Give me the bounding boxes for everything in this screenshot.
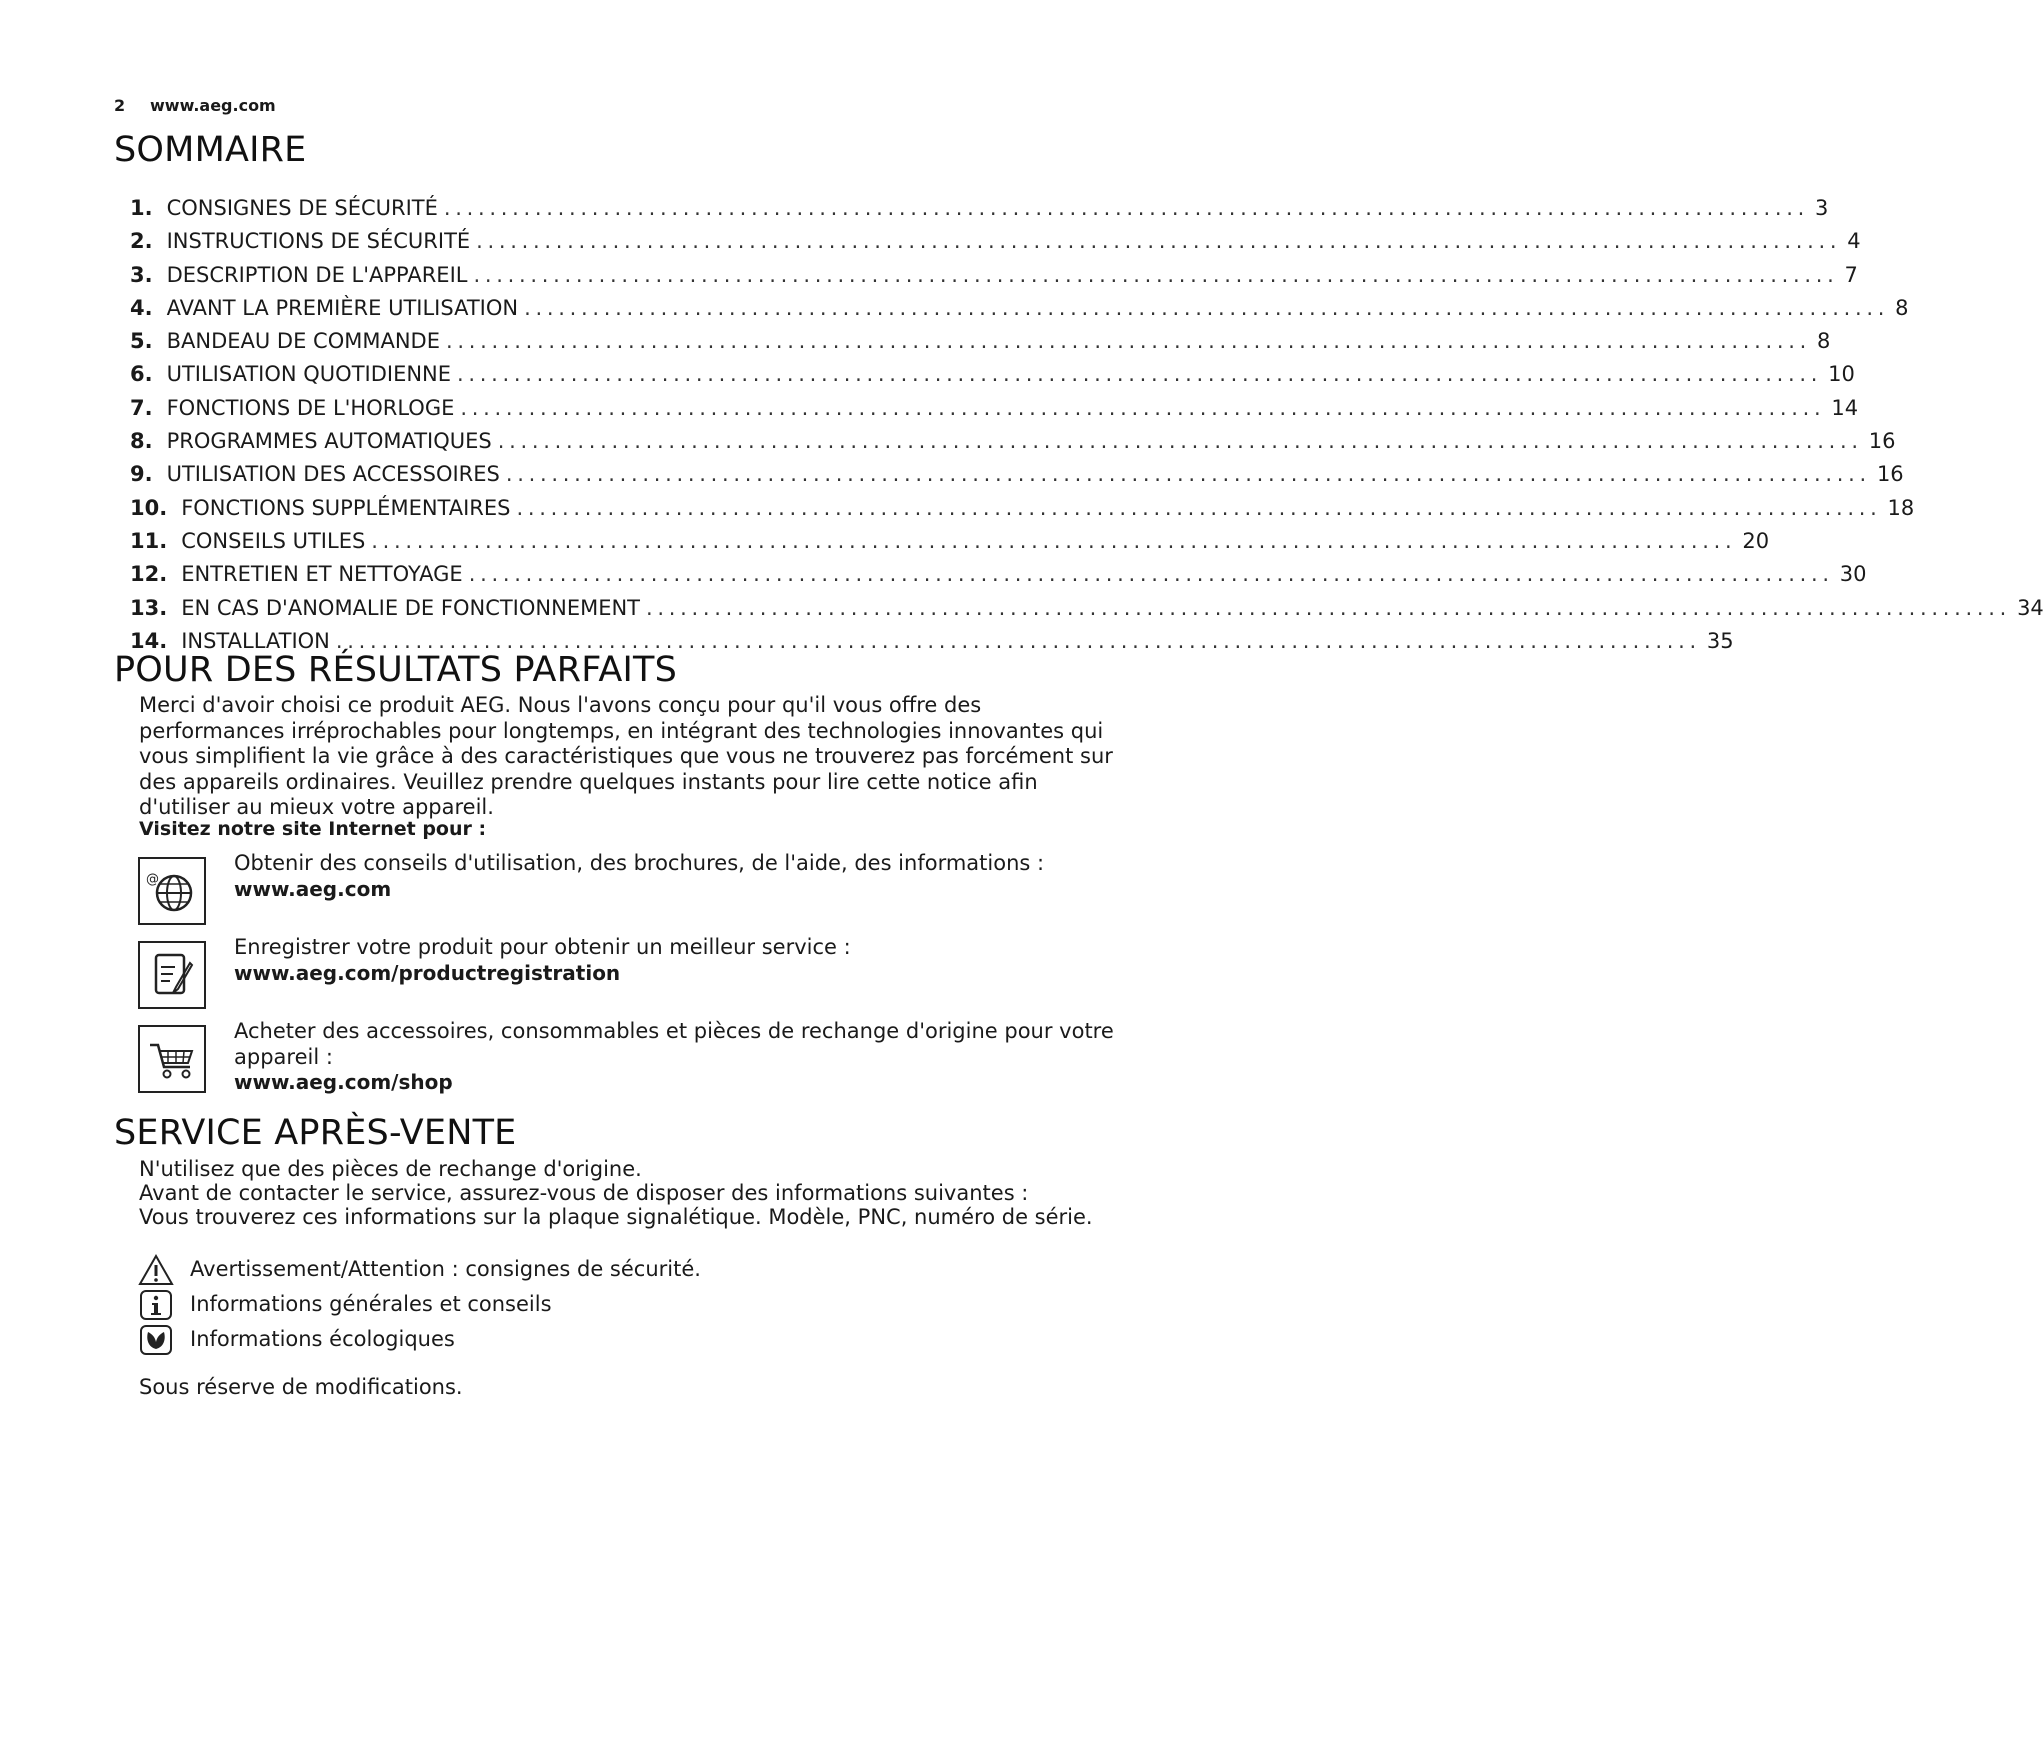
toc-entry[interactable] [130, 262, 1858, 296]
toc-entry-page: 34 [2017, 595, 2044, 620]
toc-entry-number: 5. [130, 329, 153, 354]
toc-leader-dots: ........................................................................................................................ [371, 528, 1737, 553]
toc-entry[interactable] [130, 462, 1904, 495]
toc-entry-title: BANDEAU DE COMMANDE [166, 329, 440, 354]
service-line: Vous trouverez ces informations sur la plaque signalétique. Modèle, PNC, numéro de série. [139, 1205, 1093, 1229]
toc-leader-dots: ........................................................................................................................ [443, 196, 1809, 220]
shopping-cart-icon [138, 1025, 206, 1093]
toc-entry-title: INSTALLATION [181, 628, 330, 653]
link-row-registration [138, 935, 1128, 1011]
header-site: www.aeg.com [150, 96, 276, 115]
link-description: Acheter des accessoires, consommables et pièces de rechange d'origine pour votre appareil : [234, 1019, 1114, 1069]
toc-leader-dots: ........................................................................................................................ [497, 429, 1863, 454]
toc-entry[interactable] [130, 429, 1896, 462]
toc-entry-number: 12. [130, 562, 168, 587]
toc-entry-number: 10. [130, 495, 168, 520]
toc-entry-number: 9. [130, 462, 153, 487]
link-url-shop[interactable]: www.aeg.com/shop [234, 1070, 453, 1094]
table-of-contents [130, 196, 2044, 662]
toc-entry-page: 30 [1839, 562, 1867, 587]
toc-entry-page: 3 [1814, 196, 1829, 220]
legend-text: Informations écologiques [190, 1327, 455, 1351]
info-icon [138, 1288, 174, 1322]
toc-leader-dots: ........................................................................................................................ [646, 595, 2012, 620]
toc-entry-number: 4. [130, 295, 153, 320]
page-header [114, 96, 276, 115]
footer-note: Sous réserve de modifications. [139, 1375, 463, 1399]
toc-entry-page: 7 [1844, 262, 1858, 287]
warning-icon [138, 1253, 174, 1287]
link-description: Enregistrer votre produit pour obtenir un meilleur service : [234, 935, 851, 959]
toc-entry[interactable] [130, 329, 1831, 362]
toc-entry-page: 16 [1876, 462, 1904, 487]
link-url-main[interactable]: www.aeg.com [234, 876, 392, 901]
toc-entry-number: 6. [130, 362, 153, 387]
toc-title: SOMMAIRE [114, 130, 307, 170]
toc-entry-page: 4 [1847, 229, 1861, 254]
toc-entry[interactable] [130, 362, 1855, 395]
toc-entry[interactable] [130, 295, 1909, 329]
toc-entry-number: 2. [130, 229, 153, 254]
toc-leader-dots: ........................................................................................................................ [335, 628, 1701, 653]
link-url-registration[interactable]: www.aeg.com/productregistration [234, 960, 621, 985]
toc-entry-title: INSTRUCTIONS DE SÉCURITÉ [166, 229, 471, 254]
toc-entry[interactable] [130, 562, 1867, 595]
toc-entry-title: CONSIGNES DE SÉCURITÉ [166, 196, 438, 220]
toc-entry-title: AVANT LA PREMIÈRE UTILISATION [166, 295, 519, 320]
toc-leader-dots: ........................................................................................................................ [445, 329, 1812, 354]
toc-entry-number: 1. [130, 196, 153, 220]
toc-entry-number: 14. [130, 628, 168, 653]
toc-entry-number: 3. [130, 262, 153, 287]
toc-entry-page: 18 [1887, 495, 1915, 520]
toc-entry-page: 14 [1831, 395, 1859, 420]
ecology-icon [138, 1323, 174, 1357]
toc-entry-title: PROGRAMMES AUTOMATIQUES [166, 429, 492, 454]
toc-entry-title: EN CAS D'ANOMALIE DE FONCTIONNEMENT [181, 595, 641, 620]
toc-entry[interactable] [130, 595, 2044, 629]
toc-entry[interactable] [130, 229, 1861, 262]
toc-entry[interactable] [130, 196, 1829, 229]
toc-entry-title: FONCTIONS DE L'HORLOGE [166, 395, 455, 420]
toc-leader-dots: ........................................................................................................................ [516, 495, 1882, 520]
toc-entry[interactable] [130, 528, 1770, 562]
legend-text: Informations générales et conseils [190, 1292, 552, 1316]
toc-entry-page: 8 [1817, 329, 1831, 354]
toc-entry-title: ENTRETIEN ET NETTOYAGE [181, 562, 463, 587]
toc-leader-dots: ........................................................................................................................ [473, 262, 1839, 287]
link-row-info [138, 851, 1128, 927]
registration-icon [138, 941, 206, 1009]
page-number: 2 [114, 96, 126, 115]
toc-entry[interactable] [130, 495, 1915, 529]
service-title: SERVICE APRÈS-VENTE [114, 1113, 517, 1153]
toc-entry-number: 13. [130, 595, 168, 620]
toc-entry-page: 20 [1742, 528, 1770, 553]
toc-leader-dots: ........................................................................................................................ [457, 362, 1823, 387]
toc-entry-title: UTILISATION DES ACCESSOIRES [166, 462, 500, 487]
service-line: Avant de contacter le service, assurez-vous de disposer des informations suivantes : [139, 1181, 1029, 1205]
toc-leader-dots: ........................................................................................................................ [468, 562, 1834, 587]
toc-leader-dots: ........................................................................................................................ [524, 295, 1890, 320]
legend-text: Avertissement/Attention : consignes de sécurité. [190, 1257, 701, 1281]
globe-icon [138, 857, 206, 925]
link-description: Obtenir des conseils d'utilisation, des brochures, de l'aide, des informations : [234, 851, 1045, 875]
service-line: N'utilisez que des pièces de rechange d'origine. [139, 1157, 642, 1181]
toc-leader-dots: ........................................................................................................................ [505, 462, 1871, 487]
visit-label: Visitez notre site Internet pour : [139, 818, 487, 840]
toc-entry-title: UTILISATION QUOTIDIENNE [166, 362, 452, 387]
toc-entry-title: FONCTIONS SUPPLÉMENTAIRES [181, 495, 511, 520]
toc-entry-number: 7. [130, 395, 153, 420]
toc-entry-page: 8 [1895, 295, 1909, 320]
toc-entry[interactable] [130, 395, 1859, 429]
toc-entry-number: 8. [130, 429, 153, 454]
toc-entry-number: 11. [130, 528, 168, 553]
toc-leader-dots: ........................................................................................................................ [476, 229, 1842, 254]
toc-entry-title: CONSEILS UTILES [181, 528, 366, 553]
toc-leader-dots: ........................................................................................................................ [460, 395, 1826, 420]
svg-text:@: @ [146, 872, 159, 887]
toc-entry-page: 16 [1868, 429, 1896, 454]
toc-entry-page: 35 [1706, 628, 1734, 653]
results-intro: Merci d'avoir choisi ce produit AEG. Nous l'avons conçu pour qu'il vous offre des performances irréprochables pour longtemps, en intégrant des technologies innovantes qui vous simplifient la vie grâce à des caractéristiques que vous ne trouverez pas forcément sur des appareils ordinaires. Veuillez prendre quelques instants pour lire cette notice afin d'utiliser au mieux votre appareil. [139, 693, 1113, 819]
results-title: POUR DES RÉSULTATS PARFAITS [114, 650, 677, 690]
toc-entry-title: DESCRIPTION DE L'APPAREIL [166, 262, 468, 287]
link-row-shop [138, 1019, 1128, 1095]
toc-entry-page: 10 [1828, 362, 1855, 387]
